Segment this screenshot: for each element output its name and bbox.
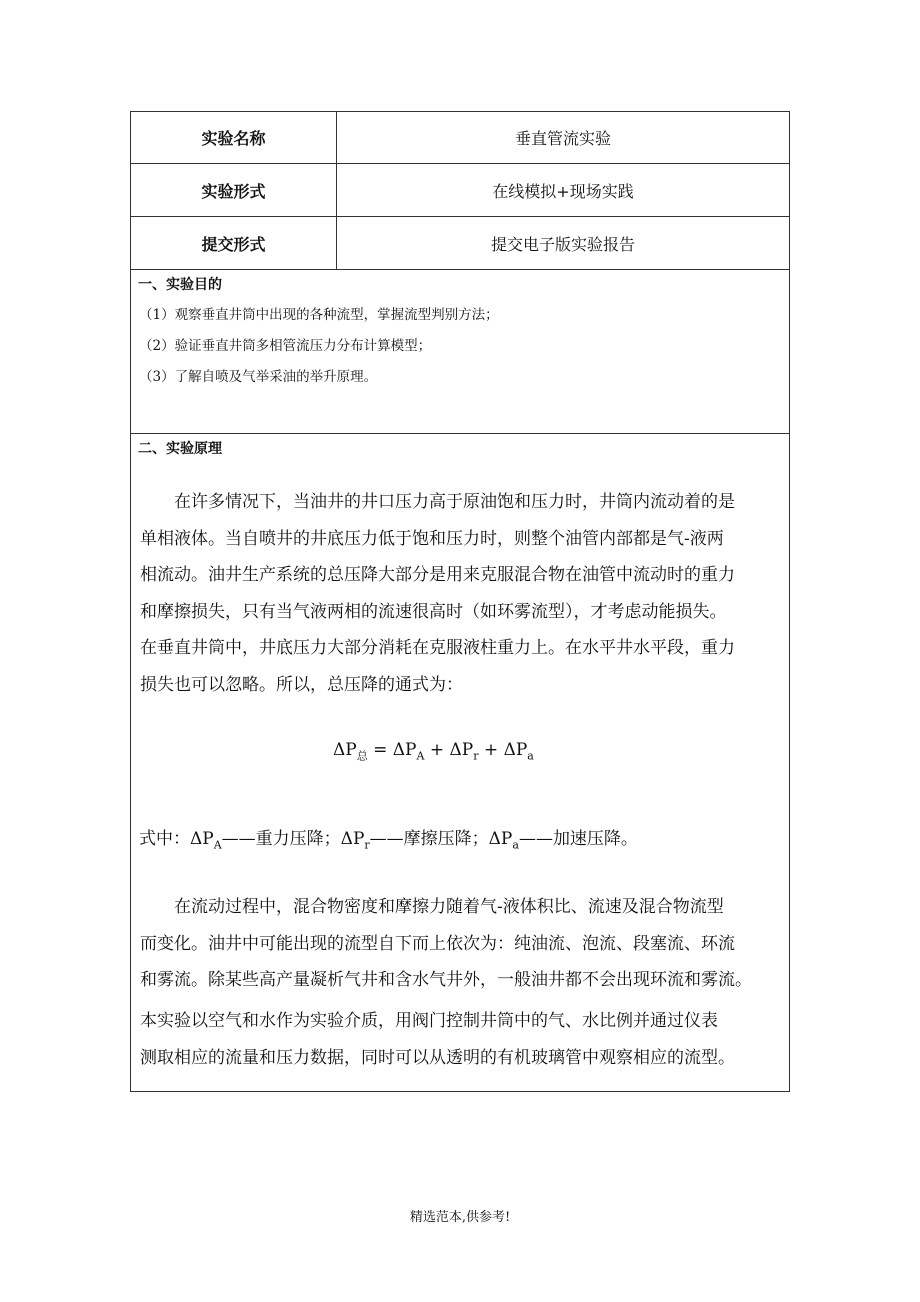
formula-operator: = bbox=[367, 740, 393, 760]
legend-text: ——加速压降。 bbox=[518, 829, 638, 849]
formula-subscript: 总 bbox=[356, 749, 368, 763]
legend-text: ——摩擦压降； bbox=[369, 829, 489, 849]
table-row-experiment-name bbox=[131, 112, 789, 164]
paragraph-line: 本实验以空气和水作为实验介质，用阀门控制井筒中的气、水比例并通过仪表 bbox=[140, 1011, 718, 1031]
formula-operator: + bbox=[478, 740, 504, 760]
legend-symbol: ΔP bbox=[190, 829, 214, 849]
legend-subscript: a bbox=[512, 838, 519, 852]
legend-prefix: 式中： bbox=[139, 829, 190, 849]
experiment-table bbox=[130, 111, 790, 1092]
principle-paragraph bbox=[140, 484, 782, 703]
formula-subscript: A bbox=[416, 749, 425, 763]
objective-item: （2）验证垂直井筒多相管流压力分布计算模型； bbox=[139, 338, 432, 354]
row-value: 垂直管流实验 bbox=[514, 129, 611, 148]
paragraph-line: 而变化。油井中可能出现的流型自下而上依次为：纯油流、泡流、段塞流、环流 bbox=[140, 933, 735, 954]
row-value: 在线模拟+现场实践 bbox=[492, 181, 634, 201]
row-label: 实验形式 bbox=[131, 164, 337, 216]
formula-operator: + bbox=[424, 740, 450, 760]
paragraph-line: 在许多情况下，当油井的井口压力高于原油饱和压力时，井筒内流动着的是 bbox=[140, 492, 735, 512]
row-label: 提交形式 bbox=[131, 217, 337, 269]
paragraph-line: 和雾流。除某些高产量凝析气井和含水气井外，一般油井都不会出现环流和雾流。 bbox=[140, 970, 752, 990]
section-heading: 一、实验目的 bbox=[138, 277, 222, 293]
section-objectives bbox=[131, 270, 789, 434]
paragraph-line: 单相液体。当自喷井的井底压力低于饱和压力时，则整个油管内部都是气-液两 bbox=[140, 528, 724, 549]
paragraph-line: 相流动。油井生产系统的总压降大部分是用来克服混合物在油管中流动时的重力 bbox=[140, 565, 735, 585]
row-value: 提交电子版实验报告 bbox=[490, 234, 635, 254]
formula-term: ΔP bbox=[392, 740, 417, 760]
formula-subscript: r bbox=[473, 749, 479, 763]
objective-item: （3）了解自喷及气举采油的举升原理。 bbox=[139, 369, 378, 385]
formula-legend bbox=[139, 824, 638, 851]
formula-subscript: a bbox=[527, 749, 534, 763]
formula-term: ΔP bbox=[503, 740, 528, 760]
paragraph-line: 测取相应的流量和压力数据，同时可以从透明的有机玻璃管中观察相应的流型。 bbox=[140, 1047, 735, 1068]
paragraph-line: 和摩擦损失，只有当气液两相的流速很高时（如环雾流型），才考虑动能损失。 bbox=[140, 601, 727, 622]
flow-pattern-paragraph bbox=[140, 889, 782, 999]
legend-symbol: ΔP bbox=[488, 829, 513, 849]
legend-subscript: r bbox=[364, 838, 370, 852]
footer-note: 精选范本,供参考! bbox=[409, 1210, 511, 1225]
paragraph-line: 损失也可以忽略。所以，总压降的通式为： bbox=[140, 674, 463, 695]
section-principle bbox=[131, 434, 789, 1091]
row-label: 实验名称 bbox=[131, 112, 337, 163]
formula-term: ΔP bbox=[333, 740, 357, 760]
table-row-submission-form bbox=[131, 217, 789, 270]
objective-item: （1）观察垂直井筒中出现的各种流型，掌握流型判别方法； bbox=[139, 307, 499, 323]
formula-term: ΔP bbox=[449, 740, 474, 760]
section-heading: 二、实验原理 bbox=[138, 441, 222, 457]
legend-text: ——重力压降； bbox=[221, 829, 341, 849]
legend-symbol: ΔP bbox=[340, 829, 365, 849]
legend-subscript: A bbox=[213, 838, 222, 852]
pressure-drop-formula bbox=[333, 740, 534, 763]
experiment-paragraph bbox=[140, 1003, 782, 1076]
paragraph-line: 在流动过程中，混合物密度和摩擦力随着气-液体积比、流速及混合物流型 bbox=[140, 897, 724, 917]
table-row-experiment-form bbox=[131, 164, 789, 217]
paragraph-line: 在垂直井筒中，井底压力大部分消耗在克服液柱重力上。在水平井水平段，重力 bbox=[140, 638, 735, 658]
